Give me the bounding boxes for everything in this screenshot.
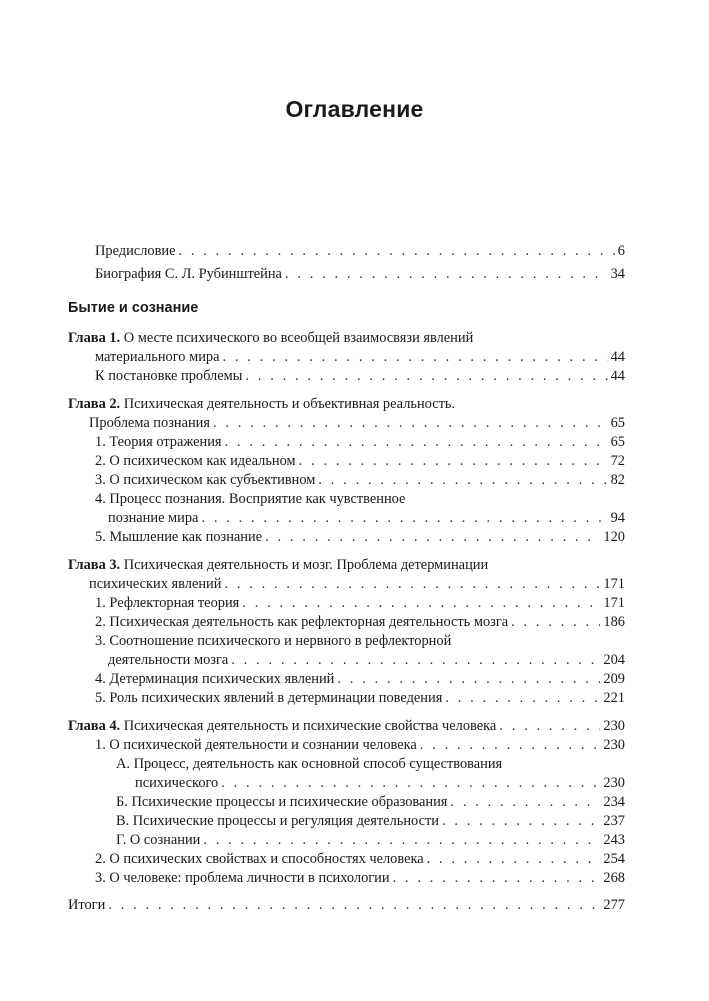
page-number: 230 (603, 718, 625, 734)
toc-entry-label: 1. О психической деятельности и сознании человека (95, 737, 417, 753)
page-number: 34 (610, 266, 625, 282)
dot-leader (203, 830, 600, 850)
toc-entry-label: К постановке проблемы (95, 368, 243, 384)
chapter-3-heading[interactable] (68, 555, 488, 575)
toc-entry-label: 2. Психическая деятельность как рефлекторная деятельность мозга (95, 614, 509, 630)
toc-entry-3-3-line1[interactable]: 3. Соотношение психического и нервного в рефлекторной (95, 633, 452, 649)
chapter-prefix: Глава 1. (68, 330, 121, 346)
toc-entry-2-5[interactable] (95, 527, 625, 547)
dot-leader (201, 508, 607, 528)
toc-entry-3-1[interactable] (95, 593, 625, 613)
dot-leader (231, 650, 600, 670)
toc-entry-4-1a-line1[interactable]: А. Процесс, деятельность как основной способ существования (116, 756, 503, 772)
dot-leader (108, 895, 600, 915)
dot-leader (221, 773, 600, 793)
page-number: 209 (603, 671, 625, 687)
page-number: 237 (603, 813, 625, 829)
page-number: 171 (603, 576, 625, 592)
dot-leader (393, 868, 601, 888)
page-number: 234 (603, 794, 625, 810)
toc-entry-label: Б. Психические процессы и психические образования (116, 794, 448, 810)
toc-entry-label: Проблема познания (89, 415, 210, 431)
toc-entry-label: материального мира (95, 349, 220, 365)
toc-entry-4-3[interactable] (95, 868, 625, 888)
toc-entry-label: 3. О человеке: проблема личности в психологии (95, 870, 390, 886)
toc-entry-label: 4. Детерминация психических явлений (95, 671, 335, 687)
page-number: 171 (603, 595, 625, 611)
dot-leader (442, 811, 600, 831)
chapter-title-line: Психическая деятельность и психические свойства человека (123, 718, 497, 734)
toc-entry-4-1c[interactable] (116, 811, 625, 831)
toc-entry-3-4[interactable] (95, 669, 625, 689)
toc-entry-2-4-line1[interactable]: 4. Процесс познания. Восприятие как чувственное (95, 491, 406, 507)
toc-entry-label: Предисловие (95, 243, 176, 259)
toc-entry-label: 5. Мышление как познание (95, 529, 263, 545)
dot-leader (337, 669, 600, 689)
toc-entry-4-1b[interactable] (116, 792, 625, 812)
dot-leader (265, 527, 600, 547)
dot-leader (318, 470, 607, 490)
toc-entry-label: Биография С. Л. Рубинштейна (95, 266, 282, 282)
toc-entry-label: деятельности мозга (108, 652, 229, 668)
chapter-prefix: Глава 2. (68, 396, 121, 412)
toc-entry-label: 1. Рефлекторная теория (95, 595, 240, 611)
page-number: 221 (603, 690, 625, 706)
toc-entry-2-4[interactable] (108, 508, 625, 528)
toc-entry-3-2[interactable] (95, 612, 625, 632)
toc-entry-preface[interactable] (95, 241, 625, 261)
toc-entry-4-2[interactable] (95, 849, 625, 869)
chapter-2-heading[interactable] (68, 394, 455, 414)
dot-leader (299, 451, 608, 471)
page-number: 243 (603, 832, 625, 848)
chapter-1-heading[interactable] (68, 328, 473, 348)
toc-entry-chapter-2[interactable] (89, 413, 625, 433)
dot-leader (427, 849, 601, 869)
toc-entry-label: Итоги (68, 897, 106, 913)
page-number: 204 (603, 652, 625, 668)
page-number: 120 (603, 529, 625, 545)
page-number: 94 (610, 510, 625, 526)
dot-leader (420, 735, 601, 755)
toc-entry-label: 2. О психических свойствах и способностях человека (95, 851, 424, 867)
toc-entry-label: психических явлений (89, 576, 222, 592)
toc-entry-3-3[interactable] (108, 650, 625, 670)
toc-entry-4-1a[interactable] (135, 773, 625, 793)
dot-leader (224, 574, 600, 594)
dot-leader (285, 264, 608, 284)
toc-entry-biography[interactable] (95, 264, 625, 284)
toc-entry-label: 1. Теория отражения (95, 434, 222, 450)
toc-entry-1-1[interactable] (95, 366, 625, 386)
section-heading: Бытие и сознание (68, 300, 199, 316)
toc-entry-label: 3. О психическом как субъективном (95, 472, 316, 488)
toc-entry-label: психического (135, 775, 219, 791)
toc-entry-2-2[interactable] (95, 451, 625, 471)
dot-leader (450, 792, 600, 812)
page-number: 186 (603, 614, 625, 630)
toc-entry-4-1d[interactable] (116, 830, 625, 850)
dot-leader (225, 432, 608, 452)
dot-leader (178, 241, 614, 261)
toc-entry-chapter-1[interactable] (95, 347, 625, 367)
toc-entry-2-1[interactable] (95, 432, 625, 452)
page-title: Оглавление (285, 96, 424, 122)
page-number: 44 (610, 349, 625, 365)
page-number: 254 (603, 851, 625, 867)
toc-entry-3-5[interactable] (95, 688, 625, 708)
dot-leader (245, 366, 607, 386)
page-number: 72 (610, 453, 625, 469)
toc-entry-label: 5. Роль психических явлений в детерминации поведения (95, 690, 443, 706)
page-number: 230 (603, 737, 625, 753)
toc-entry-label: 2. О психическом как идеальном (95, 453, 296, 469)
chapter-title-line: Психическая деятельность и мозг. Проблема детерминации (123, 557, 489, 573)
chapter-prefix: Глава 4. (68, 718, 121, 734)
toc-entry-summary[interactable] (68, 895, 625, 915)
dot-leader (213, 413, 608, 433)
toc-entry-label: В. Психические процессы и регуляция деятельности (116, 813, 439, 829)
chapter-title-line: Психическая деятельность и объективная реальность. (123, 396, 456, 412)
toc-entry-label: познание мира (108, 510, 199, 526)
page-number: 44 (610, 368, 625, 384)
chapter-prefix: Глава 3. (68, 557, 121, 573)
page-number: 268 (603, 870, 625, 886)
dot-leader (222, 347, 607, 367)
dot-leader (499, 716, 600, 736)
page-number: 65 (610, 434, 625, 450)
toc-entry-label (68, 716, 496, 736)
page-number: 65 (610, 415, 625, 431)
page-number: 277 (603, 897, 625, 913)
toc-entry-2-3[interactable] (95, 470, 625, 490)
dot-leader (445, 688, 600, 708)
dot-leader (511, 612, 600, 632)
toc-entry-label: Г. О сознании (116, 832, 201, 848)
toc-entry-4-1[interactable] (95, 735, 625, 755)
chapter-title-line: О месте психического во всеобщей взаимосвязи явлений (123, 330, 474, 346)
page-number: 82 (610, 472, 625, 488)
page-number: 230 (603, 775, 625, 791)
toc-entry-chapter-4[interactable] (68, 716, 625, 736)
page-number: 6 (617, 243, 625, 259)
dot-leader (242, 593, 600, 613)
toc-entry-chapter-3[interactable] (89, 574, 625, 594)
